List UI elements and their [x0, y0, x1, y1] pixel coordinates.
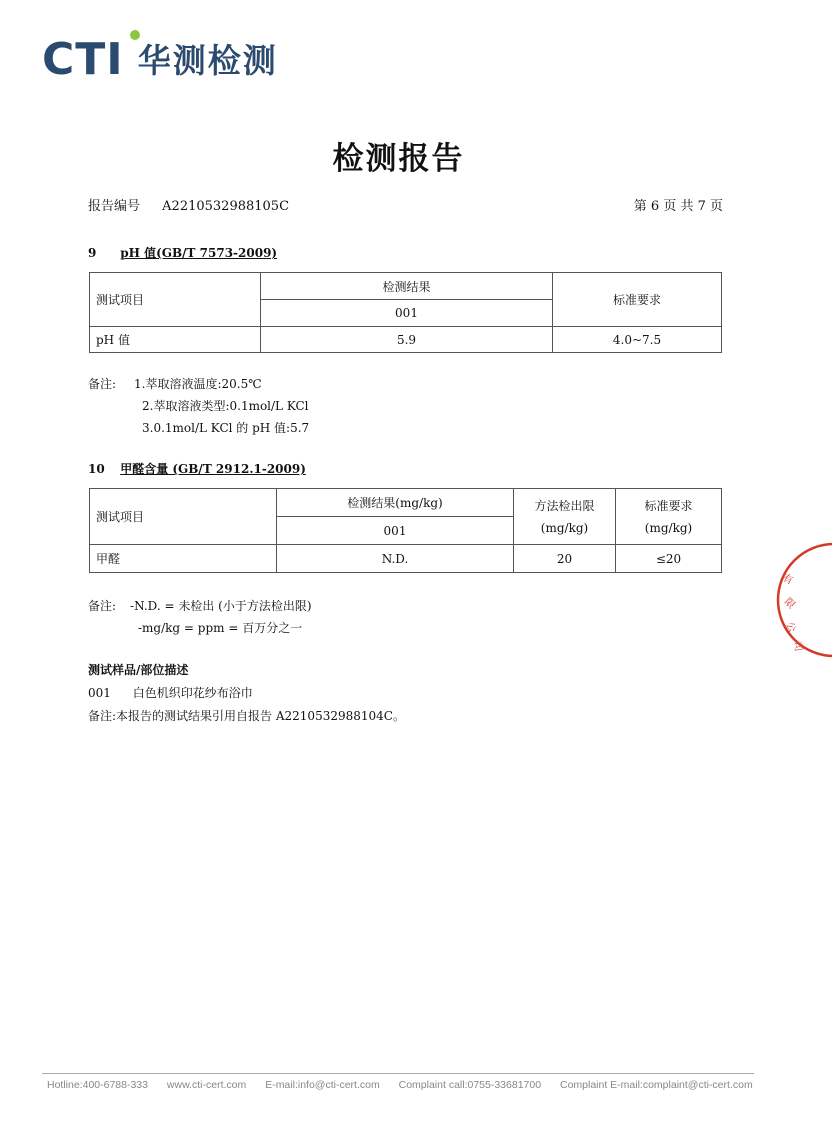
- fa-note-1: -N.D. = 未检出 (小于方法检出限): [130, 599, 312, 613]
- fa-header-standard: [616, 489, 722, 545]
- fa-header-sample: 001: [277, 517, 514, 545]
- svg-text:公: 公: [783, 620, 798, 635]
- fa-row-result: N.D.: [277, 545, 514, 573]
- svg-text:司: 司: [791, 640, 804, 653]
- sample-desc-heading: 测试样品/部位描述: [88, 663, 189, 677]
- company-logo: [42, 30, 278, 90]
- fa-header-item: 测试项目: [90, 489, 277, 545]
- ph-header-result: 检测结果: [261, 273, 553, 300]
- ph-table: [89, 272, 722, 353]
- page-info: 第 6 页 共 7 页: [633, 199, 723, 214]
- fa-notes: [88, 595, 312, 639]
- footer: [47, 1079, 753, 1091]
- svg-text:限: 限: [781, 596, 797, 612]
- ph-header-item: 测试项目: [90, 273, 261, 327]
- formaldehyde-table: [89, 488, 722, 573]
- section-10-heading: [88, 460, 306, 477]
- page-title: 检测报告: [332, 141, 465, 177]
- fa-row-standard: ≤20: [616, 545, 722, 573]
- ph-note-3: 3.0.1mol/L KCl 的 pH 值:5.7: [142, 421, 310, 435]
- fa-header-standard-l1: 标准要求: [644, 498, 693, 513]
- section-9-heading: [88, 244, 277, 261]
- ph-notes-label: 备注:: [88, 377, 117, 391]
- logo-cn-text: 华测检测: [137, 40, 278, 80]
- fa-notes-label: 备注:: [88, 599, 117, 613]
- fa-header-standard-l2: (mg/kg): [644, 520, 693, 535]
- fa-header-limit-l2: (mg/kg): [540, 520, 589, 535]
- footer-hotline: Hotline:400-6788-333: [47, 1079, 148, 1091]
- svg-text:有: 有: [780, 572, 795, 587]
- footer-email[interactable]: E-mail:info@cti-cert.com: [265, 1079, 380, 1091]
- fa-note-2: -mg/kg = ppm = 百万分之一: [138, 621, 303, 635]
- ph-note-2: 2.萃取溶液类型:0.1mol/L KCl: [142, 399, 309, 413]
- ph-row-item: pH 值: [90, 327, 261, 353]
- seal-stamp-icon: [772, 540, 832, 660]
- ph-row-standard: 4.0~7.5: [553, 327, 722, 353]
- logo-cti-text: CTI: [42, 34, 124, 85]
- report-number-line: [88, 195, 289, 214]
- section-9-title: pH 值(GB/T 7573-2009): [120, 246, 278, 260]
- footer-complaint-call: Complaint call:0755-33681700: [398, 1079, 542, 1091]
- fa-header-limit: [514, 489, 616, 545]
- footer-website[interactable]: www.cti-cert.com: [166, 1079, 247, 1091]
- footer-complaint-email[interactable]: Complaint E-mail:complaint@cti-cert.com: [559, 1079, 753, 1091]
- ph-row-result: 5.9: [261, 327, 553, 353]
- section-9-number: 9: [88, 246, 97, 260]
- fa-header-limit-l1: 方法检出限: [534, 498, 595, 513]
- sample-remark: 备注:本报告的测试结果引用自报告 A2210532988104C。: [88, 709, 405, 723]
- fa-row-limit: 20: [514, 545, 616, 573]
- fa-header-result: 检测结果(mg/kg): [277, 489, 514, 517]
- ph-notes: [88, 373, 309, 439]
- ph-header-standard: 标准要求: [553, 273, 722, 327]
- sample-number: 001: [88, 686, 111, 700]
- footer-divider: [42, 1073, 754, 1074]
- report-number: A2210532988105C: [162, 199, 290, 214]
- sample-desc-row: [88, 682, 253, 704]
- ph-header-sample: 001: [261, 300, 553, 327]
- sample-description: 白色机织印花纱布浴巾: [132, 686, 253, 700]
- section-10-number: 10: [88, 462, 105, 476]
- logo-dot-icon: [130, 30, 140, 40]
- fa-row-item: 甲醛: [90, 545, 277, 573]
- section-10-title: 甲醛含量 (GB/T 2912.1-2009): [120, 462, 306, 476]
- ph-note-1: 1.萃取溶液温度:20.5℃: [134, 377, 262, 391]
- report-number-label: 报告编号: [88, 199, 141, 214]
